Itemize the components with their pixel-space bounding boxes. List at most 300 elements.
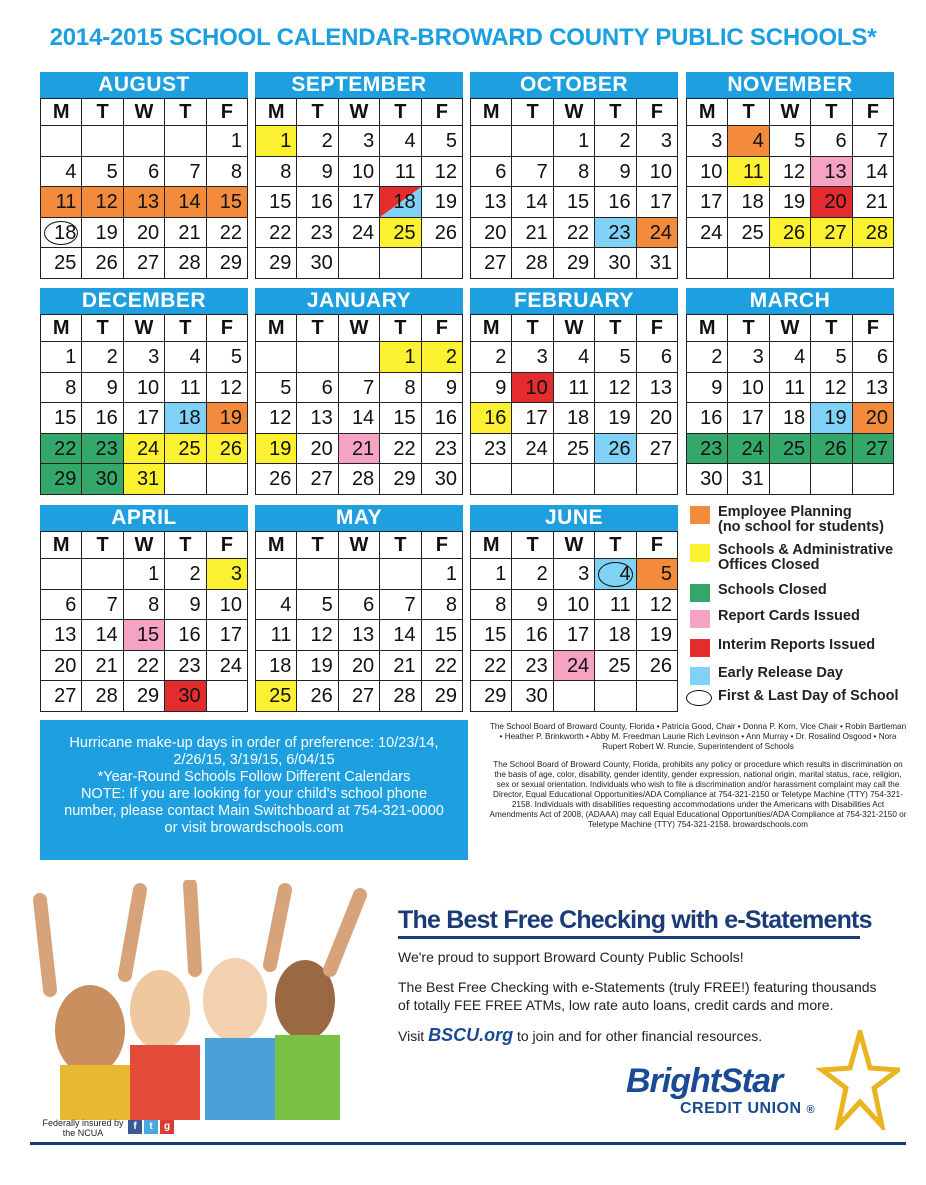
day-cell: 27 bbox=[297, 464, 338, 495]
day-cell: 25 bbox=[380, 218, 421, 249]
day-cell: 19 bbox=[256, 434, 297, 465]
weekday-header: F bbox=[637, 99, 678, 126]
day-cell: 14 bbox=[82, 620, 123, 651]
weekday-header: F bbox=[637, 315, 678, 342]
day-cell: 1 bbox=[207, 126, 248, 157]
day-cell: 13 bbox=[637, 373, 678, 404]
day-cell: 3 bbox=[687, 126, 728, 157]
day-grid bbox=[40, 314, 248, 495]
day-cell: 27 bbox=[637, 434, 678, 465]
day-cell: 9 bbox=[82, 373, 123, 404]
day-cell: 26 bbox=[82, 248, 123, 279]
day-cell: 28 bbox=[82, 681, 123, 712]
weekday-header: F bbox=[422, 532, 463, 559]
empty-cell bbox=[811, 248, 852, 279]
day-cell: 24 bbox=[124, 434, 165, 465]
day-cell: 11 bbox=[41, 187, 82, 218]
day-cell: 13 bbox=[297, 403, 338, 434]
day-grid bbox=[255, 531, 463, 712]
day-cell: 10 bbox=[124, 373, 165, 404]
day-cell: 6 bbox=[41, 590, 82, 621]
day-cell: 26 bbox=[595, 434, 636, 465]
day-cell: 19 bbox=[595, 403, 636, 434]
month-name: AUGUST bbox=[40, 72, 248, 98]
visit-pre: Visit bbox=[398, 1028, 425, 1044]
day-cell: 4 bbox=[380, 126, 421, 157]
day-cell: 4 bbox=[165, 342, 206, 373]
day-cell: 28 bbox=[512, 248, 553, 279]
month-name: OCTOBER bbox=[470, 72, 678, 98]
day-cell: 17 bbox=[124, 403, 165, 434]
day-cell: 8 bbox=[422, 590, 463, 621]
ad-divider bbox=[398, 936, 860, 939]
month-name: DECEMBER bbox=[40, 288, 248, 314]
day-cell: 23 bbox=[82, 434, 123, 465]
weekday-header: T bbox=[82, 315, 123, 342]
day-cell: 29 bbox=[41, 464, 82, 495]
weekday-header: F bbox=[853, 99, 894, 126]
children-photo bbox=[30, 880, 390, 1120]
day-cell: 1 bbox=[471, 559, 512, 590]
empty-cell bbox=[339, 342, 380, 373]
empty-cell bbox=[339, 559, 380, 590]
day-cell: 10 bbox=[207, 590, 248, 621]
day-cell: 8 bbox=[471, 590, 512, 621]
social-icons bbox=[128, 1120, 174, 1134]
day-cell: 30 bbox=[297, 248, 338, 279]
day-cell: 3 bbox=[339, 126, 380, 157]
day-cell: 10 bbox=[339, 157, 380, 188]
day-cell: 16 bbox=[165, 620, 206, 651]
empty-cell bbox=[165, 126, 206, 157]
day-cell: 25 bbox=[256, 681, 297, 712]
day-cell: 11 bbox=[728, 157, 769, 188]
weekday-header: W bbox=[339, 315, 380, 342]
day-cell: 23 bbox=[512, 651, 553, 682]
day-cell: 9 bbox=[422, 373, 463, 404]
day-cell: 13 bbox=[41, 620, 82, 651]
credit-union-label bbox=[680, 1100, 815, 1118]
day-cell: 2 bbox=[687, 342, 728, 373]
day-cell: 24 bbox=[637, 218, 678, 249]
day-cell: 18 bbox=[770, 403, 811, 434]
day-cell: 7 bbox=[853, 126, 894, 157]
day-cell: 12 bbox=[595, 373, 636, 404]
day-cell: 30 bbox=[82, 464, 123, 495]
day-cell: 10 bbox=[554, 590, 595, 621]
day-cell: 16 bbox=[82, 403, 123, 434]
day-cell: 13 bbox=[124, 187, 165, 218]
legend-label: Employee Planning bbox=[718, 504, 852, 520]
day-cell: 5 bbox=[770, 126, 811, 157]
day-cell: 6 bbox=[297, 373, 338, 404]
day-cell: 14 bbox=[853, 157, 894, 188]
legend-label: First & Last Day of School bbox=[718, 688, 899, 704]
day-cell: 9 bbox=[687, 373, 728, 404]
weekday-header: M bbox=[41, 532, 82, 559]
empty-cell bbox=[595, 464, 636, 495]
day-cell: 30 bbox=[595, 248, 636, 279]
day-cell: 14 bbox=[165, 187, 206, 218]
day-cell: 18 bbox=[165, 403, 206, 434]
day-cell: 6 bbox=[637, 342, 678, 373]
day-cell: 24 bbox=[339, 218, 380, 249]
day-cell: 13 bbox=[811, 157, 852, 188]
day-cell: 11 bbox=[380, 157, 421, 188]
month-september bbox=[255, 72, 463, 279]
weekday-header: M bbox=[41, 315, 82, 342]
day-cell: 6 bbox=[339, 590, 380, 621]
day-cell: 4 bbox=[595, 559, 636, 590]
day-cell: 28 bbox=[165, 248, 206, 279]
month-october bbox=[470, 72, 678, 279]
day-cell: 17 bbox=[207, 620, 248, 651]
day-cell: 14 bbox=[512, 187, 553, 218]
day-cell: 20 bbox=[297, 434, 338, 465]
day-grid bbox=[255, 314, 463, 495]
day-cell: 8 bbox=[124, 590, 165, 621]
day-cell: 21 bbox=[165, 218, 206, 249]
day-cell: 2 bbox=[471, 342, 512, 373]
day-cell: 15 bbox=[124, 620, 165, 651]
weekday-header: T bbox=[82, 99, 123, 126]
day-cell: 29 bbox=[256, 248, 297, 279]
day-cell: 3 bbox=[637, 126, 678, 157]
day-cell: 20 bbox=[339, 651, 380, 682]
google-plus-icon[interactable]: g bbox=[160, 1120, 174, 1134]
day-cell: 4 bbox=[256, 590, 297, 621]
month-name: MARCH bbox=[686, 288, 894, 314]
legend-sublabel: (no school for students) bbox=[718, 519, 884, 535]
day-cell: 19 bbox=[637, 620, 678, 651]
month-april bbox=[40, 505, 248, 712]
empty-cell bbox=[770, 464, 811, 495]
day-cell: 28 bbox=[339, 464, 380, 495]
day-cell: 13 bbox=[853, 373, 894, 404]
visit-post: to join and for other financial resources. bbox=[516, 1028, 763, 1044]
day-cell: 18 bbox=[595, 620, 636, 651]
day-cell: 6 bbox=[471, 157, 512, 188]
empty-cell bbox=[422, 248, 463, 279]
registered-mark: ® bbox=[806, 1104, 816, 1116]
empty-cell bbox=[770, 248, 811, 279]
legend-label: Schools Closed bbox=[718, 582, 827, 598]
empty-cell bbox=[207, 681, 248, 712]
day-cell: 17 bbox=[554, 620, 595, 651]
empty-cell bbox=[256, 342, 297, 373]
weekday-header: F bbox=[207, 99, 248, 126]
empty-cell bbox=[853, 464, 894, 495]
day-cell: 14 bbox=[339, 403, 380, 434]
legend-item bbox=[690, 689, 898, 704]
day-cell: 12 bbox=[811, 373, 852, 404]
day-cell: 30 bbox=[422, 464, 463, 495]
day-cell: 23 bbox=[687, 434, 728, 465]
weekday-header: T bbox=[595, 532, 636, 559]
day-cell: 18 bbox=[256, 651, 297, 682]
day-cell: 17 bbox=[728, 403, 769, 434]
day-cell: 20 bbox=[41, 651, 82, 682]
weekday-header: T bbox=[811, 315, 852, 342]
empty-cell bbox=[165, 464, 206, 495]
day-cell: 25 bbox=[41, 248, 82, 279]
weekday-header: T bbox=[380, 315, 421, 342]
day-cell: 10 bbox=[728, 373, 769, 404]
legend-label: Early Release Day bbox=[718, 665, 843, 681]
weekday-header: F bbox=[853, 315, 894, 342]
day-cell: 11 bbox=[256, 620, 297, 651]
day-cell: 4 bbox=[770, 342, 811, 373]
empty-cell bbox=[728, 248, 769, 279]
weekday-header: T bbox=[728, 99, 769, 126]
legend-swatch bbox=[690, 639, 710, 657]
day-cell: 22 bbox=[554, 218, 595, 249]
weekday-header: T bbox=[297, 532, 338, 559]
day-grid bbox=[255, 98, 463, 279]
day-cell: 1 bbox=[256, 126, 297, 157]
day-cell: 1 bbox=[380, 342, 421, 373]
legend-item bbox=[690, 505, 884, 535]
day-cell: 6 bbox=[811, 126, 852, 157]
day-cell: 12 bbox=[207, 373, 248, 404]
weekday-header: F bbox=[207, 532, 248, 559]
day-cell: 22 bbox=[207, 218, 248, 249]
day-cell: 25 bbox=[554, 434, 595, 465]
legend-item bbox=[690, 638, 875, 653]
hurricane-notice bbox=[40, 720, 468, 860]
day-cell: 2 bbox=[297, 126, 338, 157]
weekday-header: F bbox=[422, 315, 463, 342]
month-march bbox=[686, 288, 894, 495]
day-cell: 31 bbox=[637, 248, 678, 279]
empty-cell bbox=[339, 248, 380, 279]
day-grid bbox=[470, 314, 678, 495]
facebook-icon[interactable]: f bbox=[128, 1120, 142, 1134]
empty-cell bbox=[124, 126, 165, 157]
day-cell: 19 bbox=[422, 187, 463, 218]
twitter-icon[interactable]: t bbox=[144, 1120, 158, 1134]
month-january bbox=[255, 288, 463, 495]
day-cell: 5 bbox=[595, 342, 636, 373]
day-cell: 15 bbox=[256, 187, 297, 218]
bscu-link[interactable]: BSCU.org bbox=[428, 1025, 514, 1045]
day-cell: 22 bbox=[256, 218, 297, 249]
page-title: 2014-2015 SCHOOL CALENDAR-BROWARD COUNTY PUBLIC SCHOOLS* bbox=[49, 24, 877, 51]
day-cell: 26 bbox=[207, 434, 248, 465]
day-cell: 27 bbox=[471, 248, 512, 279]
empty-cell bbox=[82, 126, 123, 157]
weekday-header: T bbox=[297, 99, 338, 126]
day-cell: 26 bbox=[297, 681, 338, 712]
weekday-header: T bbox=[380, 99, 421, 126]
empty-cell bbox=[637, 681, 678, 712]
weekday-header: W bbox=[124, 99, 165, 126]
day-cell: 29 bbox=[124, 681, 165, 712]
day-cell: 8 bbox=[256, 157, 297, 188]
school-board-notice bbox=[488, 722, 908, 838]
notice-line: NOTE: If you are looking for your child's school phone bbox=[80, 786, 428, 802]
weekday-header: W bbox=[554, 532, 595, 559]
empty-cell bbox=[853, 248, 894, 279]
weekday-header: W bbox=[339, 99, 380, 126]
day-cell: 16 bbox=[471, 403, 512, 434]
month-name: FEBRUARY bbox=[470, 288, 678, 314]
day-cell: 3 bbox=[207, 559, 248, 590]
legend-label: Report Cards Issued bbox=[718, 608, 860, 624]
weekday-header: T bbox=[512, 532, 553, 559]
month-name: MAY bbox=[255, 505, 463, 531]
day-cell: 5 bbox=[811, 342, 852, 373]
day-cell: 4 bbox=[728, 126, 769, 157]
weekday-header: W bbox=[124, 315, 165, 342]
day-cell: 18 bbox=[41, 218, 82, 249]
day-cell: 7 bbox=[380, 590, 421, 621]
day-cell: 21 bbox=[512, 218, 553, 249]
empty-cell bbox=[41, 126, 82, 157]
day-cell: 20 bbox=[124, 218, 165, 249]
day-cell: 23 bbox=[422, 434, 463, 465]
legend-swatch bbox=[690, 667, 710, 685]
day-cell: 30 bbox=[165, 681, 206, 712]
day-cell: 24 bbox=[687, 218, 728, 249]
day-cell: 28 bbox=[853, 218, 894, 249]
empty-cell bbox=[554, 464, 595, 495]
day-cell: 9 bbox=[297, 157, 338, 188]
day-cell: 1 bbox=[554, 126, 595, 157]
day-cell: 22 bbox=[422, 651, 463, 682]
weekday-header: T bbox=[595, 315, 636, 342]
day-cell: 17 bbox=[637, 187, 678, 218]
day-cell: 29 bbox=[471, 681, 512, 712]
board-policy: The School Board of Broward County, Florida, prohibits any policy or procedure which results in discrimination on the basis of age, color, disability, gender identity, gender expression, national origin, marital status, race, religion, sex or sexual orientation. Individuals who wish to file a discrimination and/or harassment complaint may call the Director, Equal Educational Opportunities/ADA Compliance at 754-321-2150 or Teletype Machine (TTY) 754-321-2158. Individuals with disabilities requesting accommodations under the Americans with Disabilities Act Amendments Act of 2008, (ADAAA) may call Equal Educational Opportunities/ADA Compliance at 754-321-2150 or Teletype Machine (TTY) 754-321-2158. browardschools.com bbox=[489, 760, 907, 829]
day-cell: 11 bbox=[595, 590, 636, 621]
day-cell: 2 bbox=[512, 559, 553, 590]
day-cell: 19 bbox=[82, 218, 123, 249]
day-cell: 18 bbox=[728, 187, 769, 218]
day-cell: 8 bbox=[380, 373, 421, 404]
day-cell: 5 bbox=[637, 559, 678, 590]
day-cell: 7 bbox=[512, 157, 553, 188]
day-cell: 3 bbox=[728, 342, 769, 373]
empty-cell bbox=[811, 464, 852, 495]
day-cell: 31 bbox=[124, 464, 165, 495]
day-cell: 24 bbox=[728, 434, 769, 465]
day-cell: 30 bbox=[512, 681, 553, 712]
weekday-header: T bbox=[165, 315, 206, 342]
day-cell: 27 bbox=[853, 434, 894, 465]
weekday-header: F bbox=[207, 315, 248, 342]
weekday-header: M bbox=[41, 99, 82, 126]
day-cell: 8 bbox=[41, 373, 82, 404]
day-cell: 11 bbox=[554, 373, 595, 404]
day-cell: 25 bbox=[595, 651, 636, 682]
notice-line: 2/26/15, 3/19/15, 6/04/15 bbox=[173, 752, 335, 768]
day-grid bbox=[686, 98, 894, 279]
empty-cell bbox=[471, 126, 512, 157]
weekday-header: T bbox=[165, 99, 206, 126]
weekday-header: W bbox=[770, 99, 811, 126]
day-cell: 3 bbox=[124, 342, 165, 373]
day-cell: 20 bbox=[853, 403, 894, 434]
day-cell: 16 bbox=[297, 187, 338, 218]
empty-cell bbox=[297, 559, 338, 590]
day-cell: 29 bbox=[554, 248, 595, 279]
day-cell: 25 bbox=[770, 434, 811, 465]
day-cell: 4 bbox=[41, 157, 82, 188]
day-cell: 18 bbox=[380, 187, 421, 218]
month-june bbox=[470, 505, 678, 712]
notice-line: Hurricane make-up days in order of preference: 10/23/14, bbox=[69, 735, 439, 751]
day-cell: 15 bbox=[554, 187, 595, 218]
day-cell: 30 bbox=[687, 464, 728, 495]
legend-swatch bbox=[690, 584, 710, 602]
day-cell: 17 bbox=[512, 403, 553, 434]
weekday-header: F bbox=[637, 532, 678, 559]
day-grid bbox=[40, 531, 248, 712]
month-name: JANUARY bbox=[255, 288, 463, 314]
empty-cell bbox=[687, 248, 728, 279]
empty-cell bbox=[512, 464, 553, 495]
day-cell: 24 bbox=[512, 434, 553, 465]
empty-cell bbox=[595, 681, 636, 712]
weekday-header: T bbox=[512, 99, 553, 126]
weekday-header: M bbox=[256, 532, 297, 559]
weekday-header: T bbox=[165, 532, 206, 559]
weekday-header: M bbox=[256, 315, 297, 342]
day-cell: 23 bbox=[165, 651, 206, 682]
day-cell: 29 bbox=[422, 681, 463, 712]
weekday-header: M bbox=[256, 99, 297, 126]
weekday-header: T bbox=[512, 315, 553, 342]
day-cell: 10 bbox=[637, 157, 678, 188]
legend-item bbox=[690, 666, 843, 681]
day-cell: 27 bbox=[41, 681, 82, 712]
month-name: APRIL bbox=[40, 505, 248, 531]
weekday-header: W bbox=[339, 532, 380, 559]
day-grid bbox=[40, 98, 248, 279]
day-cell: 16 bbox=[687, 403, 728, 434]
day-cell: 1 bbox=[41, 342, 82, 373]
day-cell: 11 bbox=[165, 373, 206, 404]
day-cell: 27 bbox=[124, 248, 165, 279]
weekday-header: M bbox=[471, 532, 512, 559]
legend-swatch bbox=[690, 544, 710, 562]
weekday-header: W bbox=[554, 99, 595, 126]
empty-cell bbox=[41, 559, 82, 590]
day-cell: 12 bbox=[637, 590, 678, 621]
brightstar-logo: BrightStar bbox=[626, 1062, 783, 1100]
day-cell: 24 bbox=[207, 651, 248, 682]
month-november bbox=[686, 72, 894, 279]
day-cell: 20 bbox=[811, 187, 852, 218]
weekday-header: T bbox=[811, 99, 852, 126]
day-cell: 13 bbox=[339, 620, 380, 651]
ncua-notice: Federally insured by the NCUA bbox=[42, 1118, 124, 1138]
day-cell: 15 bbox=[41, 403, 82, 434]
empty-cell bbox=[297, 342, 338, 373]
day-cell: 6 bbox=[853, 342, 894, 373]
ad-body: The Best Free Checking with e-Statements (truly FREE!) featuring thousands of totally FEE FREE ATMs, low rate auto loans, credit cards and more. bbox=[398, 979, 877, 1013]
day-cell: 26 bbox=[637, 651, 678, 682]
day-cell: 25 bbox=[165, 434, 206, 465]
day-cell: 9 bbox=[165, 590, 206, 621]
empty-cell bbox=[471, 464, 512, 495]
legend-item bbox=[690, 583, 827, 598]
day-cell: 12 bbox=[297, 620, 338, 651]
weekday-header: M bbox=[471, 315, 512, 342]
day-cell: 3 bbox=[512, 342, 553, 373]
legend-swatch bbox=[690, 610, 710, 628]
